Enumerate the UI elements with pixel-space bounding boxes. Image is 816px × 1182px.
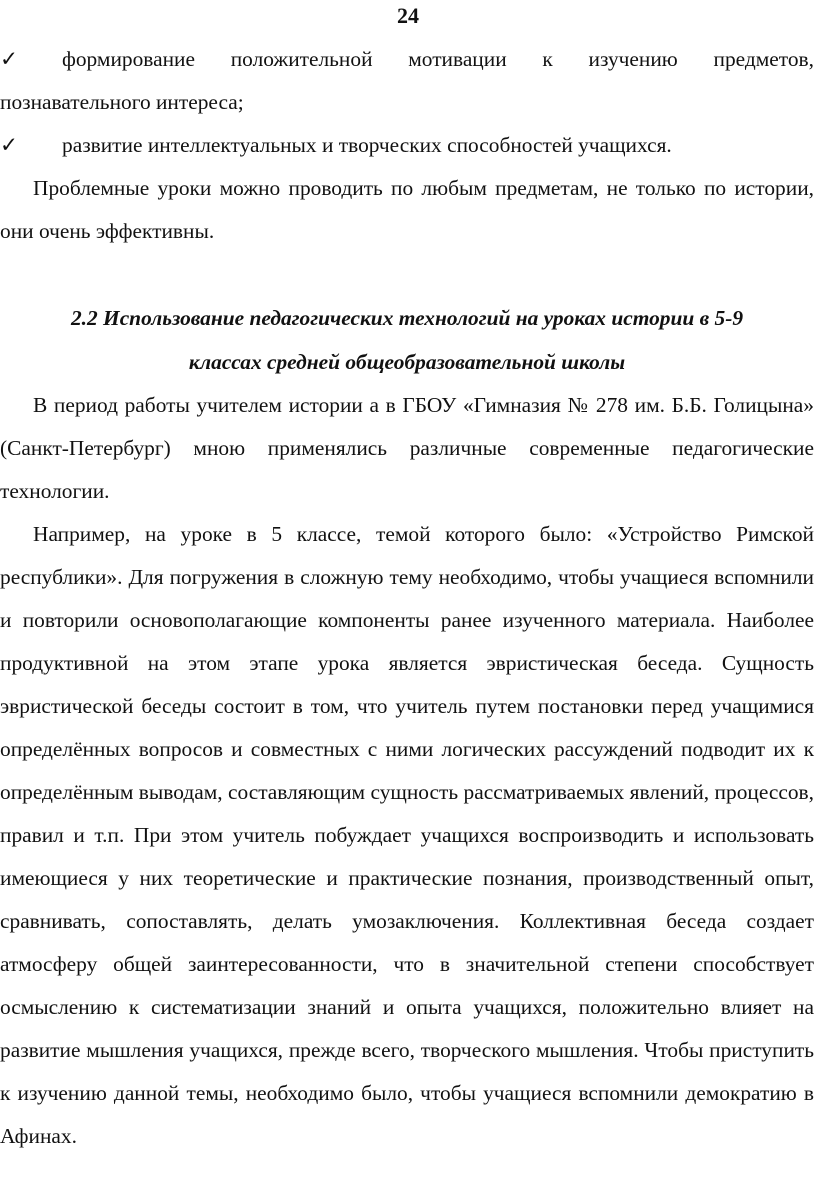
paragraph: Например, на уроке в 5 классе, темой которого было: «Устройство Римской республики». Для погружения в сложную тему необходимо, чтобы учащиеся вспомнили и повторили основополагающие компоненты ранее изученного материала. Наиболее продуктивной на этом этапе урока является эвристическая беседа. Сущность эвристической беседы состоит в том, что учитель путем постановки перед учащимися определённых вопросов и совместных с ними логических рассуждений подводит их к определённым выводам, составляющим сущность рассматриваемых явлений, процессов, правил и т.п. При этом учитель побуждает учащихся воспроизводить и использовать имеющиеся у них теоретические и практические познания, производственный опыт, сравнивать, сопоставлять, делать умозаключения. Коллективная беседа создает атмосферу общей заинтересованности, что в значительной степени способствует осмыслению к систематизации знаний и опыта учащихся, положительно влияет на развитие мышления учащихся, прежде всего, творческого мышления. Чтобы приступить к изучению данной темы, необходимо было, чтобы учащиеся вспомнили демократию в Афинах.	[0, 522, 814, 1148]
bullet-item	[0, 38, 814, 124]
checkmark-icon: ✓	[0, 47, 18, 71]
checkmark-icon: ✓	[0, 133, 18, 157]
spacer	[0, 253, 814, 296]
bullet-text: формирование положительной мотивации к изучению предметов, познавательного интереса;	[0, 47, 814, 114]
paragraph: В период работы учителем истории а в ГБОУ «Гимназия № 278 им. Б.Б. Голицына» (Санкт-Петербург) мною применялись различные современные педагогические технологии.	[0, 393, 814, 503]
section-heading-line2: классах средней общеобразовательной школы	[188, 350, 626, 374]
section-heading-line1: 2.2 Использование педагогических технологий на уроках истории в 5-9	[70, 306, 744, 330]
paragraph: Проблемные уроки можно проводить по любым предметам, не только по истории, они очень эффективны.	[0, 176, 814, 243]
section-heading	[0, 296, 814, 384]
bullet-item	[0, 124, 814, 167]
page-number: 24	[397, 3, 419, 28]
page-content	[0, 38, 814, 1158]
bullet-text: развитие интеллектуальных и творческих способностей учащихся.	[62, 133, 672, 157]
